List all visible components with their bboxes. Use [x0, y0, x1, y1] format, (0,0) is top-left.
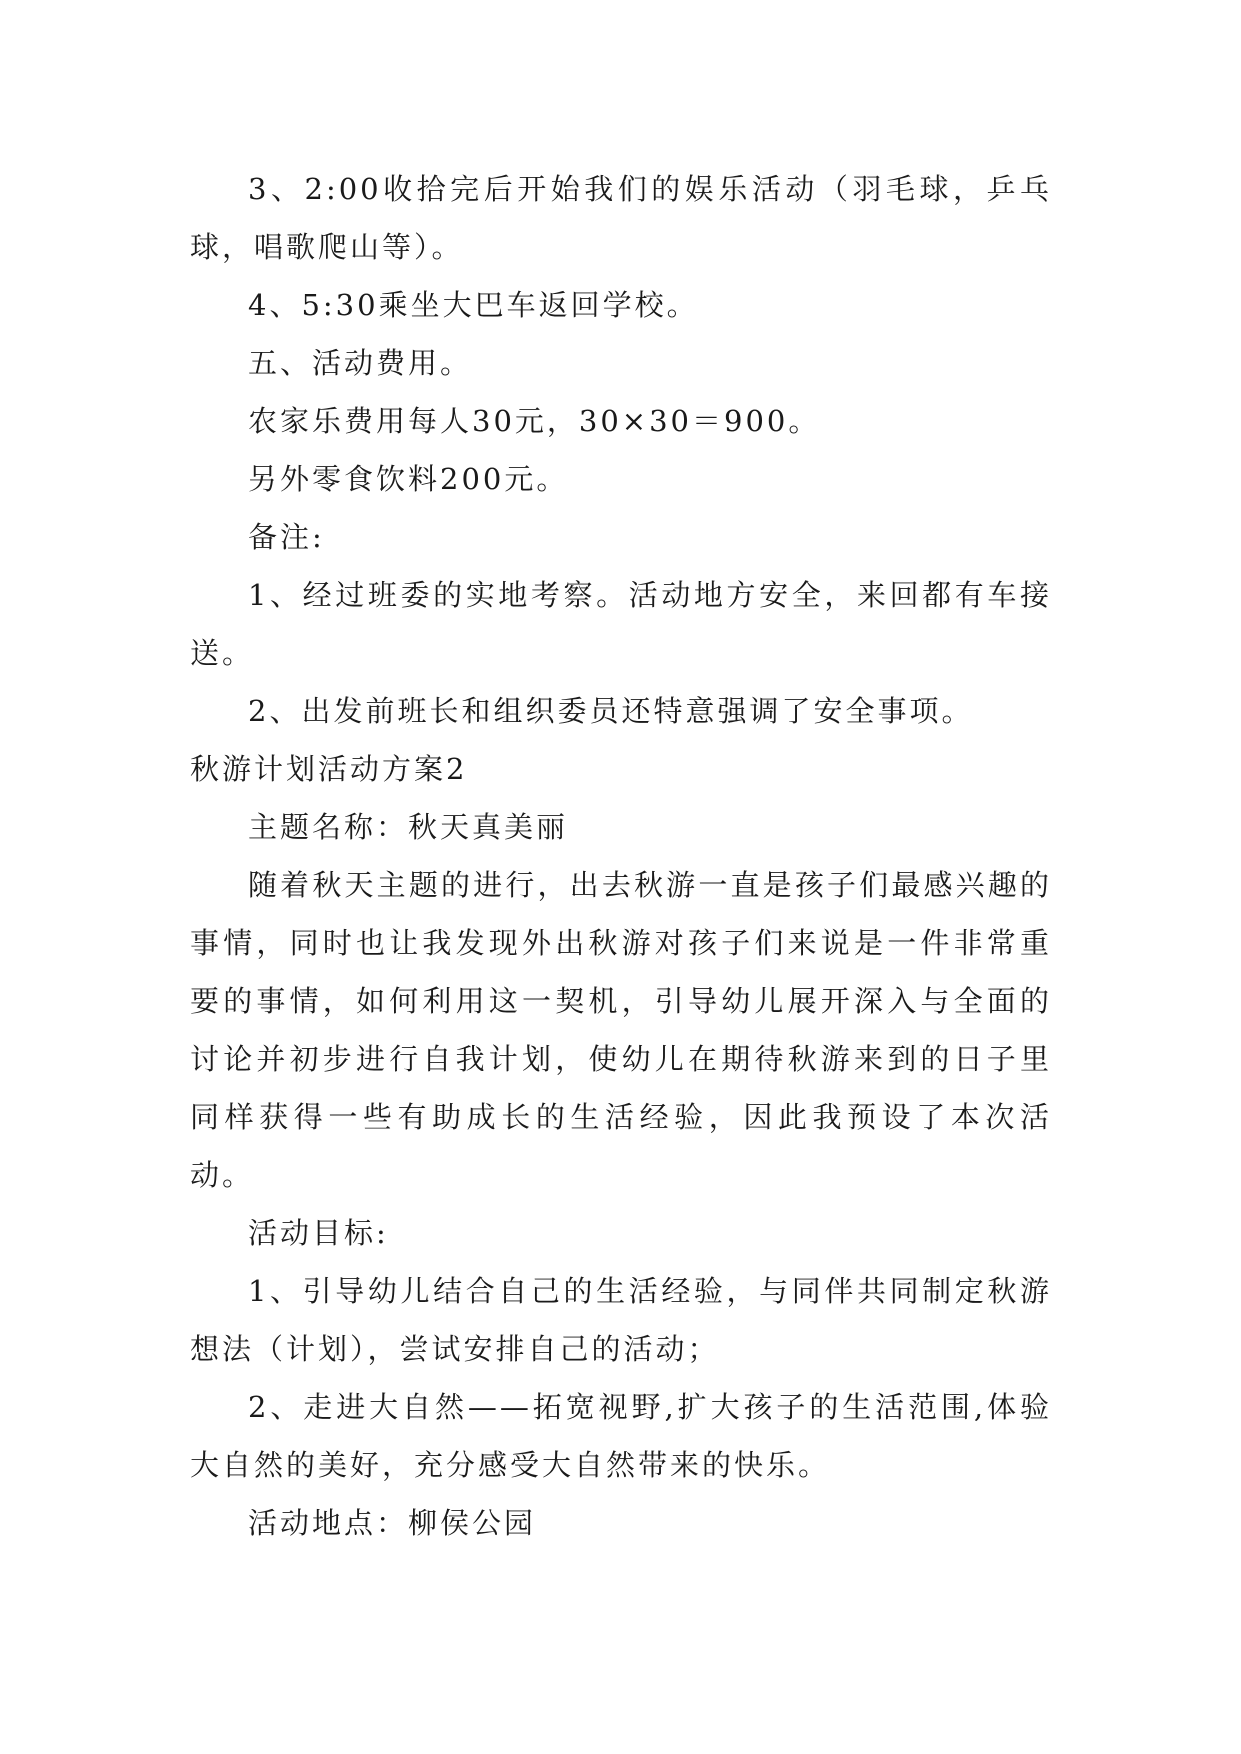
- paragraph-goal-1: 1、引导幼儿结合自己的生活经验，与同伴共同制定秋游想法（计划），尝试安排自己的活动；: [190, 1274, 1052, 1366]
- paragraph-schedule-3: 3、2:00收拾完后开始我们的娱乐活动（羽毛球，乒乓球，唱歌爬山等）。: [190, 172, 1052, 264]
- paragraph-location: 活动地点：柳侯公园: [248, 1506, 537, 1540]
- document-body: [190, 160, 1052, 1552]
- paragraph-theme-name: 主题名称：秋天真美丽: [248, 810, 569, 844]
- paragraph-schedule-4: 4、5:30乘坐大巴车返回学校。: [248, 288, 699, 322]
- paragraph-goal-2: 2、走进大自然——拓宽视野,扩大孩子的生活范围,体验大自然的美好，充分感受大自然带来的快乐。: [190, 1390, 1052, 1482]
- paragraph-note-1: 1、经过班委的实地考察。活动地方安全，来回都有车接送。: [190, 578, 1052, 670]
- paragraph-snack-cost: 另外零食饮料200元。: [248, 462, 569, 496]
- notes-heading: 备注:: [248, 520, 325, 554]
- paragraph-intro: 随着秋天主题的进行，出去秋游一直是孩子们最感兴趣的事情，同时也让我发现外出秋游对孩子们来说是一件非常重要的事情，如何利用这一契机，引导幼儿展开深入与全面的讨论并初步进行自我计划，使幼儿在期待秋游来到的日子里同样获得一些有助成长的生活经验，因此我预设了本次活动。: [190, 868, 1052, 1192]
- section-heading-costs: 五、活动费用。: [248, 346, 473, 380]
- goals-heading: 活动目标:: [248, 1216, 389, 1250]
- section-title-plan-2: 秋游计划活动方案2: [190, 752, 468, 786]
- paragraph-note-2: 2、出发前班长和组织委员还特意强调了安全事项。: [248, 694, 974, 728]
- paragraph-farmhouse-cost: 农家乐费用每人30元，30×30＝900。: [248, 404, 821, 438]
